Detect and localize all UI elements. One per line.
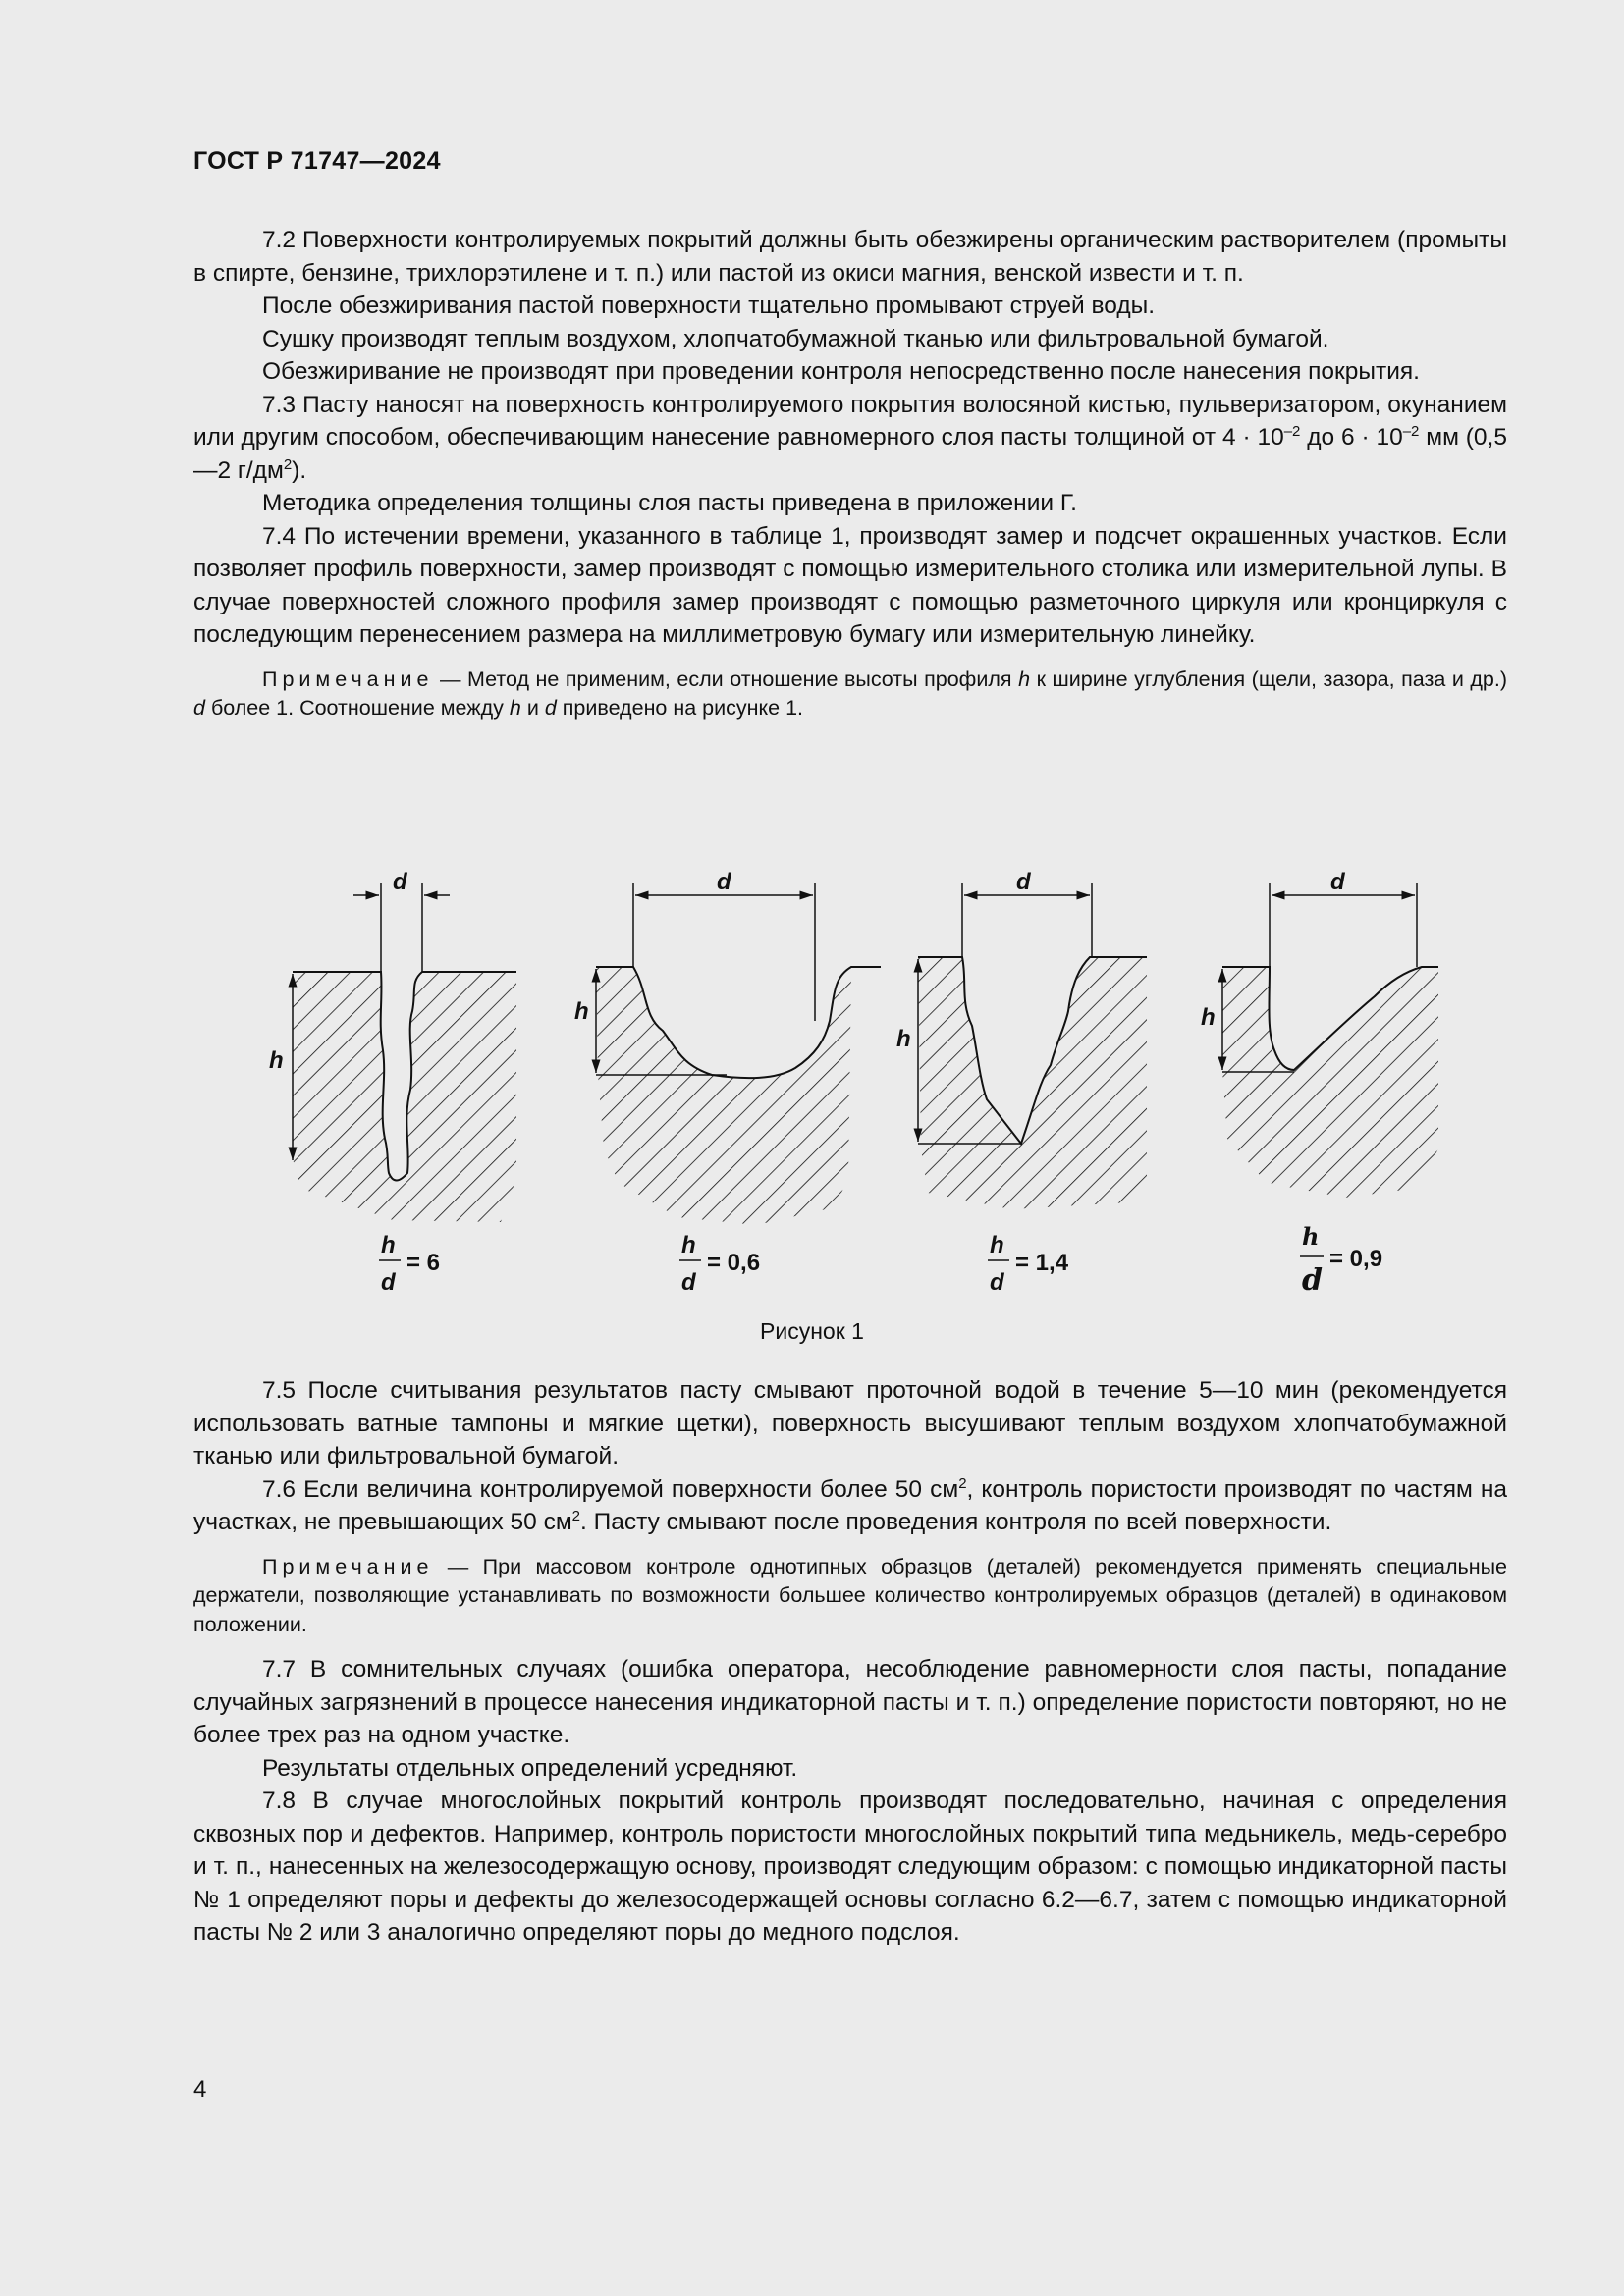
fraction-h-2: h bbox=[681, 1232, 696, 1258]
paragraph-7-2-dry: Сушку производят теплым воздухом, хлопчатобумажной тканью или фильтровальной бумагой. bbox=[262, 325, 1329, 352]
note-7-6: Примечание — При массовом контроле однотипных образцов (деталей) рекомендуется применять специальные держатели, позволяющие устанавливать по возможности большее количество контролируемых образцов (деталей) в одинаковом положении. bbox=[193, 1554, 1507, 1636]
paragraph-7-4: 7.4 По истечении времени, указанного в таблице 1, производят замер и подсчет окрашенных участков. Если позволяет профиль поверхности, замер производят с помощью измерительного столика или измерительной лупы. В случае поверхностей сложного профиля замер производят с помощью разметочного циркуля или кронциркуля с последующим перенесением размера на миллиметровую бумагу или измерительную линейку. bbox=[193, 522, 1507, 648]
fraction-h-3: h bbox=[990, 1232, 1004, 1258]
page-number: 4 bbox=[193, 2076, 207, 2103]
figure-1-profiles bbox=[245, 854, 1463, 1325]
paragraph-7-7: 7.7 В сомнительных случаях (ошибка оператора, несоблюдение равномерности слоя пасты, попадание случайных загрязнений в процессе нанесения индикаторной пасты и т. п.) определение пористости повторяют, но не более трех раз на одном участке. bbox=[193, 1656, 1507, 1748]
label-d-4: d bbox=[1330, 869, 1345, 895]
paragraph-7-5: 7.5 После считывания результатов пасту смывают проточной водой в течение 5—10 мин (рекомендуется использовать ватные тампоны и мягкие щетки), поверхность высушивают теплым воздухом хлопчатобумажной тканью или фильтровальной бумагой. bbox=[193, 1377, 1507, 1469]
fraction-d-4: d bbox=[1302, 1263, 1323, 1298]
label-d-2: d bbox=[717, 869, 731, 895]
label-d-3: d bbox=[1016, 869, 1031, 895]
profile-slot bbox=[269, 869, 516, 1296]
note-7-4: Примечание — Метод не применим, если отношение высоты профиля h к ширине углубления (щели, зазора, паза и др.) d более 1. Соотношение между h и d приведено на рисунке 1. bbox=[193, 667, 1507, 720]
paragraph-7-2-rinse: После обезжиривания пастой поверхности тщательно промывают струей воды. bbox=[262, 293, 1156, 319]
text-block-2 bbox=[193, 1374, 1507, 1949]
ratio-1: = 6 bbox=[406, 1250, 441, 1276]
fraction-d-3: d bbox=[990, 1269, 1004, 1296]
ratio-3: = 1,4 bbox=[1015, 1250, 1069, 1276]
fraction-d-2: d bbox=[681, 1269, 696, 1296]
paragraph-7-8: 7.8 В случае многослойных покрытий контроль производят последовательно, начиная с определения сквозных пор и дефектов. Например, контроль пористости многослойных покрытий типа медьникель, медь-серебро и т. п., нанесенных на железосодержащую основу, производят следующим образом: с помощью индикаторной пасты № 1 определяют поры и дефекты до железосодержащей основы согласно 6.2—6.7, затем с помощью индикаторной пасты № 2 или 3 аналогично определяют поры до медного подслоя. bbox=[193, 1788, 1507, 1946]
text-block-1 bbox=[193, 224, 1507, 723]
figure-caption: Рисунок 1 bbox=[760, 1318, 864, 1344]
profile-asymmetric-groove bbox=[1201, 869, 1438, 1298]
fraction-h-4: h bbox=[1302, 1222, 1320, 1251]
paragraph-7-6: 7.6 Если величина контролируемой поверхности более 50 $см^2$, контроль пористости производят по частям на участках, не превышающих 50 $см^2$. Пасту смывают после проведения контроля по всей поверхности. bbox=[193, 1474, 1508, 1535]
paragraph-7-2-exception: Обезжиривание не производят при проведении контроля непосредственно после нанесения покрытия. bbox=[262, 358, 1420, 385]
paragraph-7-3: 7.3 Пасту наносят на поверхность контролируемого покрытия волосяной кистью, пульверизатором, окунанием или другим способом, обеспечивающим нанесение равномерного слоя пасты толщиной от $4 \cdot 10^{-2}$ до $6 \cdot 10^{-2}$ мм (0,5—2 $г/дм^2$). bbox=[193, 391, 1507, 484]
label-h-1: h bbox=[269, 1047, 284, 1074]
ratio-2: = 0,6 bbox=[707, 1250, 761, 1276]
fraction-h-1: h bbox=[381, 1232, 396, 1258]
profile-v-groove bbox=[896, 869, 1147, 1296]
fraction-d-1: d bbox=[381, 1269, 396, 1296]
ratio-4: = 0,9 bbox=[1329, 1246, 1383, 1272]
standard-header: ГОСТ Р 71747—2024 bbox=[193, 147, 441, 175]
profile-rounded-groove bbox=[574, 869, 881, 1296]
label-d-1: d bbox=[393, 869, 407, 895]
paragraph-7-3-method: Методика определения толщины слоя пасты приведена в приложении Г. bbox=[262, 490, 1077, 516]
paragraph-7-7-average: Результаты отдельных определений усредняют. bbox=[262, 1754, 798, 1782]
label-h-2: h bbox=[574, 998, 589, 1025]
label-h-4: h bbox=[1201, 1004, 1216, 1031]
paragraph-7-2: 7.2 Поверхности контролируемых покрытий должны быть обезжирены органическим растворителем (промыты в спирте, бензине, трихлорэтилене и т. п.) или пастой из окиси магния, венской извести и т. п. bbox=[193, 227, 1507, 287]
label-h-3: h bbox=[896, 1026, 911, 1052]
